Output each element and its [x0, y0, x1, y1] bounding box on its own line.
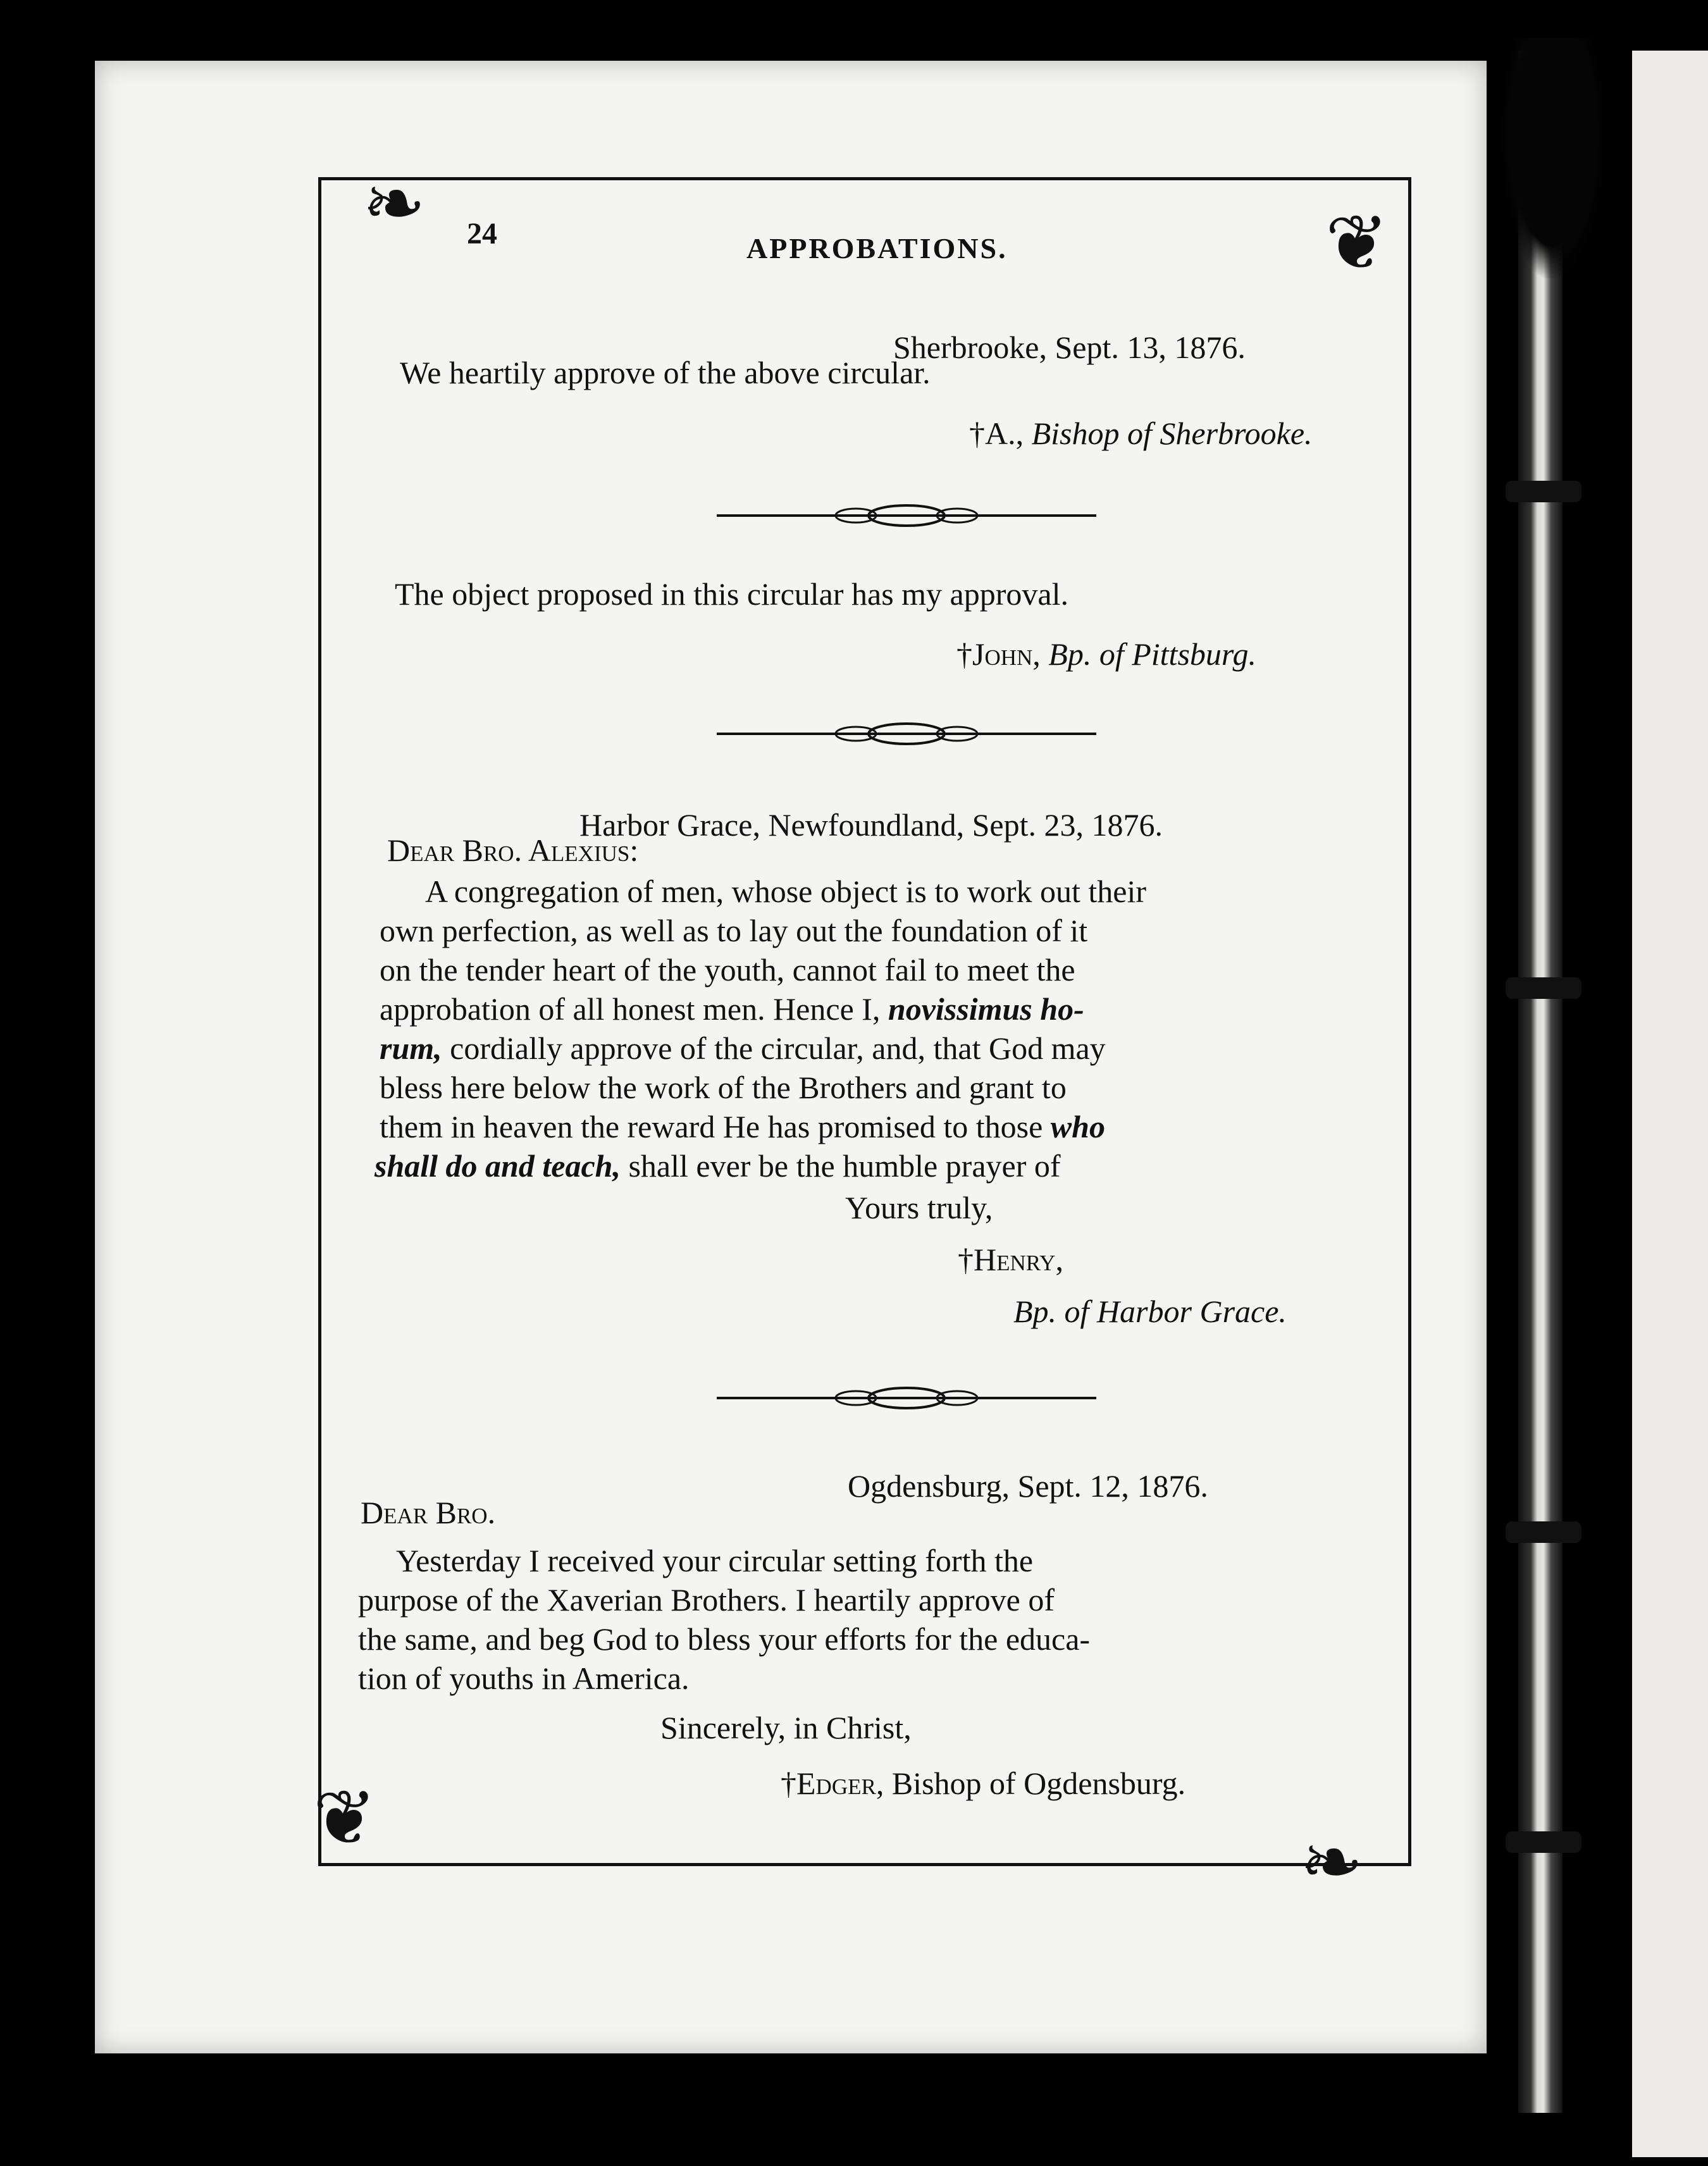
letter-closing: Yours truly, [845, 1190, 993, 1225]
letter-signature [956, 636, 1256, 672]
ornament-corner-icon: ❧ [362, 162, 426, 246]
signature-title: Bp. of Harbor Grace. [1013, 1294, 1287, 1329]
letter-body-line: The object proposed in this circular has my approval. [395, 576, 1068, 612]
signature-mark: †A., [969, 416, 1024, 451]
binding-knot [1506, 1831, 1581, 1853]
letter-body-line: them in heaven the reward He has promised to those who [380, 1109, 1105, 1144]
signature-name: John, [972, 636, 1041, 672]
binding-knot [1506, 977, 1581, 999]
letter-body-line: approbation of all honest men. Hence I, novissimus ho- [380, 991, 1084, 1027]
letter-closing: Sincerely, in Christ, [660, 1710, 912, 1745]
binding-knot [1506, 1521, 1581, 1543]
letter-place-date: Harbor Grace, Newfoundland, Sept. 23, 1876. [579, 807, 1163, 843]
ornamental-divider-icon [717, 502, 1096, 529]
binding-knot [1506, 481, 1581, 502]
ribbon-tassel [1499, 38, 1607, 278]
signature-name: †Henry, [958, 1242, 1063, 1277]
letter-body-line: Yesterday I received your circular setting forth the [396, 1543, 1034, 1578]
letter-body-line: shall do and teach, shall ever be the humble prayer of [374, 1148, 1061, 1184]
page-number: 24 [467, 217, 497, 251]
ornament-corner-icon: ❦ [1325, 201, 1389, 285]
letter-body-line: bless here below the work of the Brothers and grant to [380, 1070, 1067, 1105]
signature-mark: † [956, 636, 972, 672]
letter-salutation: Dear Bro. [361, 1495, 496, 1530]
ornament-corner-icon: ❦ [313, 1776, 377, 1860]
letter-signature [969, 415, 1313, 452]
signature-title: Bishop of Sherbrooke. [1031, 416, 1313, 451]
book-binding [1518, 51, 1563, 2113]
letter-place-date: Ogdensburg, Sept. 12, 1876. [848, 1468, 1208, 1504]
running-title: APPROBATIONS. [746, 232, 1008, 264]
signature-name: †Edger, [781, 1766, 884, 1801]
signature-title: Bishop of Ogdensburg. [891, 1766, 1186, 1801]
letter-body-line: purpose of the Xaverian Brothers. I heartily approve of [358, 1582, 1055, 1618]
letter-body-line: own perfection, as well as to lay out the foundation of it [380, 913, 1088, 948]
letter-signature [781, 1765, 1185, 1802]
facing-page-edge [1632, 51, 1708, 2157]
letter-salutation: Dear Bro. Alexius: [387, 832, 639, 868]
letter-body-line: A congregation of men, whose object is to work out their [425, 874, 1147, 909]
ornament-corner-icon: ❧ [1299, 1821, 1364, 1905]
letter-body-line: the same, and beg God to bless your efforts for the educa- [358, 1621, 1091, 1657]
letter-place-date: Sherbrooke, Sept. 13, 1876. [893, 330, 1246, 365]
signature-title: Bp. of Pittsburg. [1048, 636, 1257, 672]
letter-body-line: on the tender heart of the youth, cannot fail to meet the [380, 952, 1075, 987]
letter-body-line: rum, cordially approve of the circular, and, that God may [380, 1030, 1106, 1066]
letter-body-line: tion of youths in America. [358, 1661, 690, 1696]
ornamental-divider-icon [717, 720, 1096, 748]
ornamental-divider-icon [717, 1384, 1096, 1412]
letter-body-line: We heartily approve of the above circular. [400, 355, 931, 390]
